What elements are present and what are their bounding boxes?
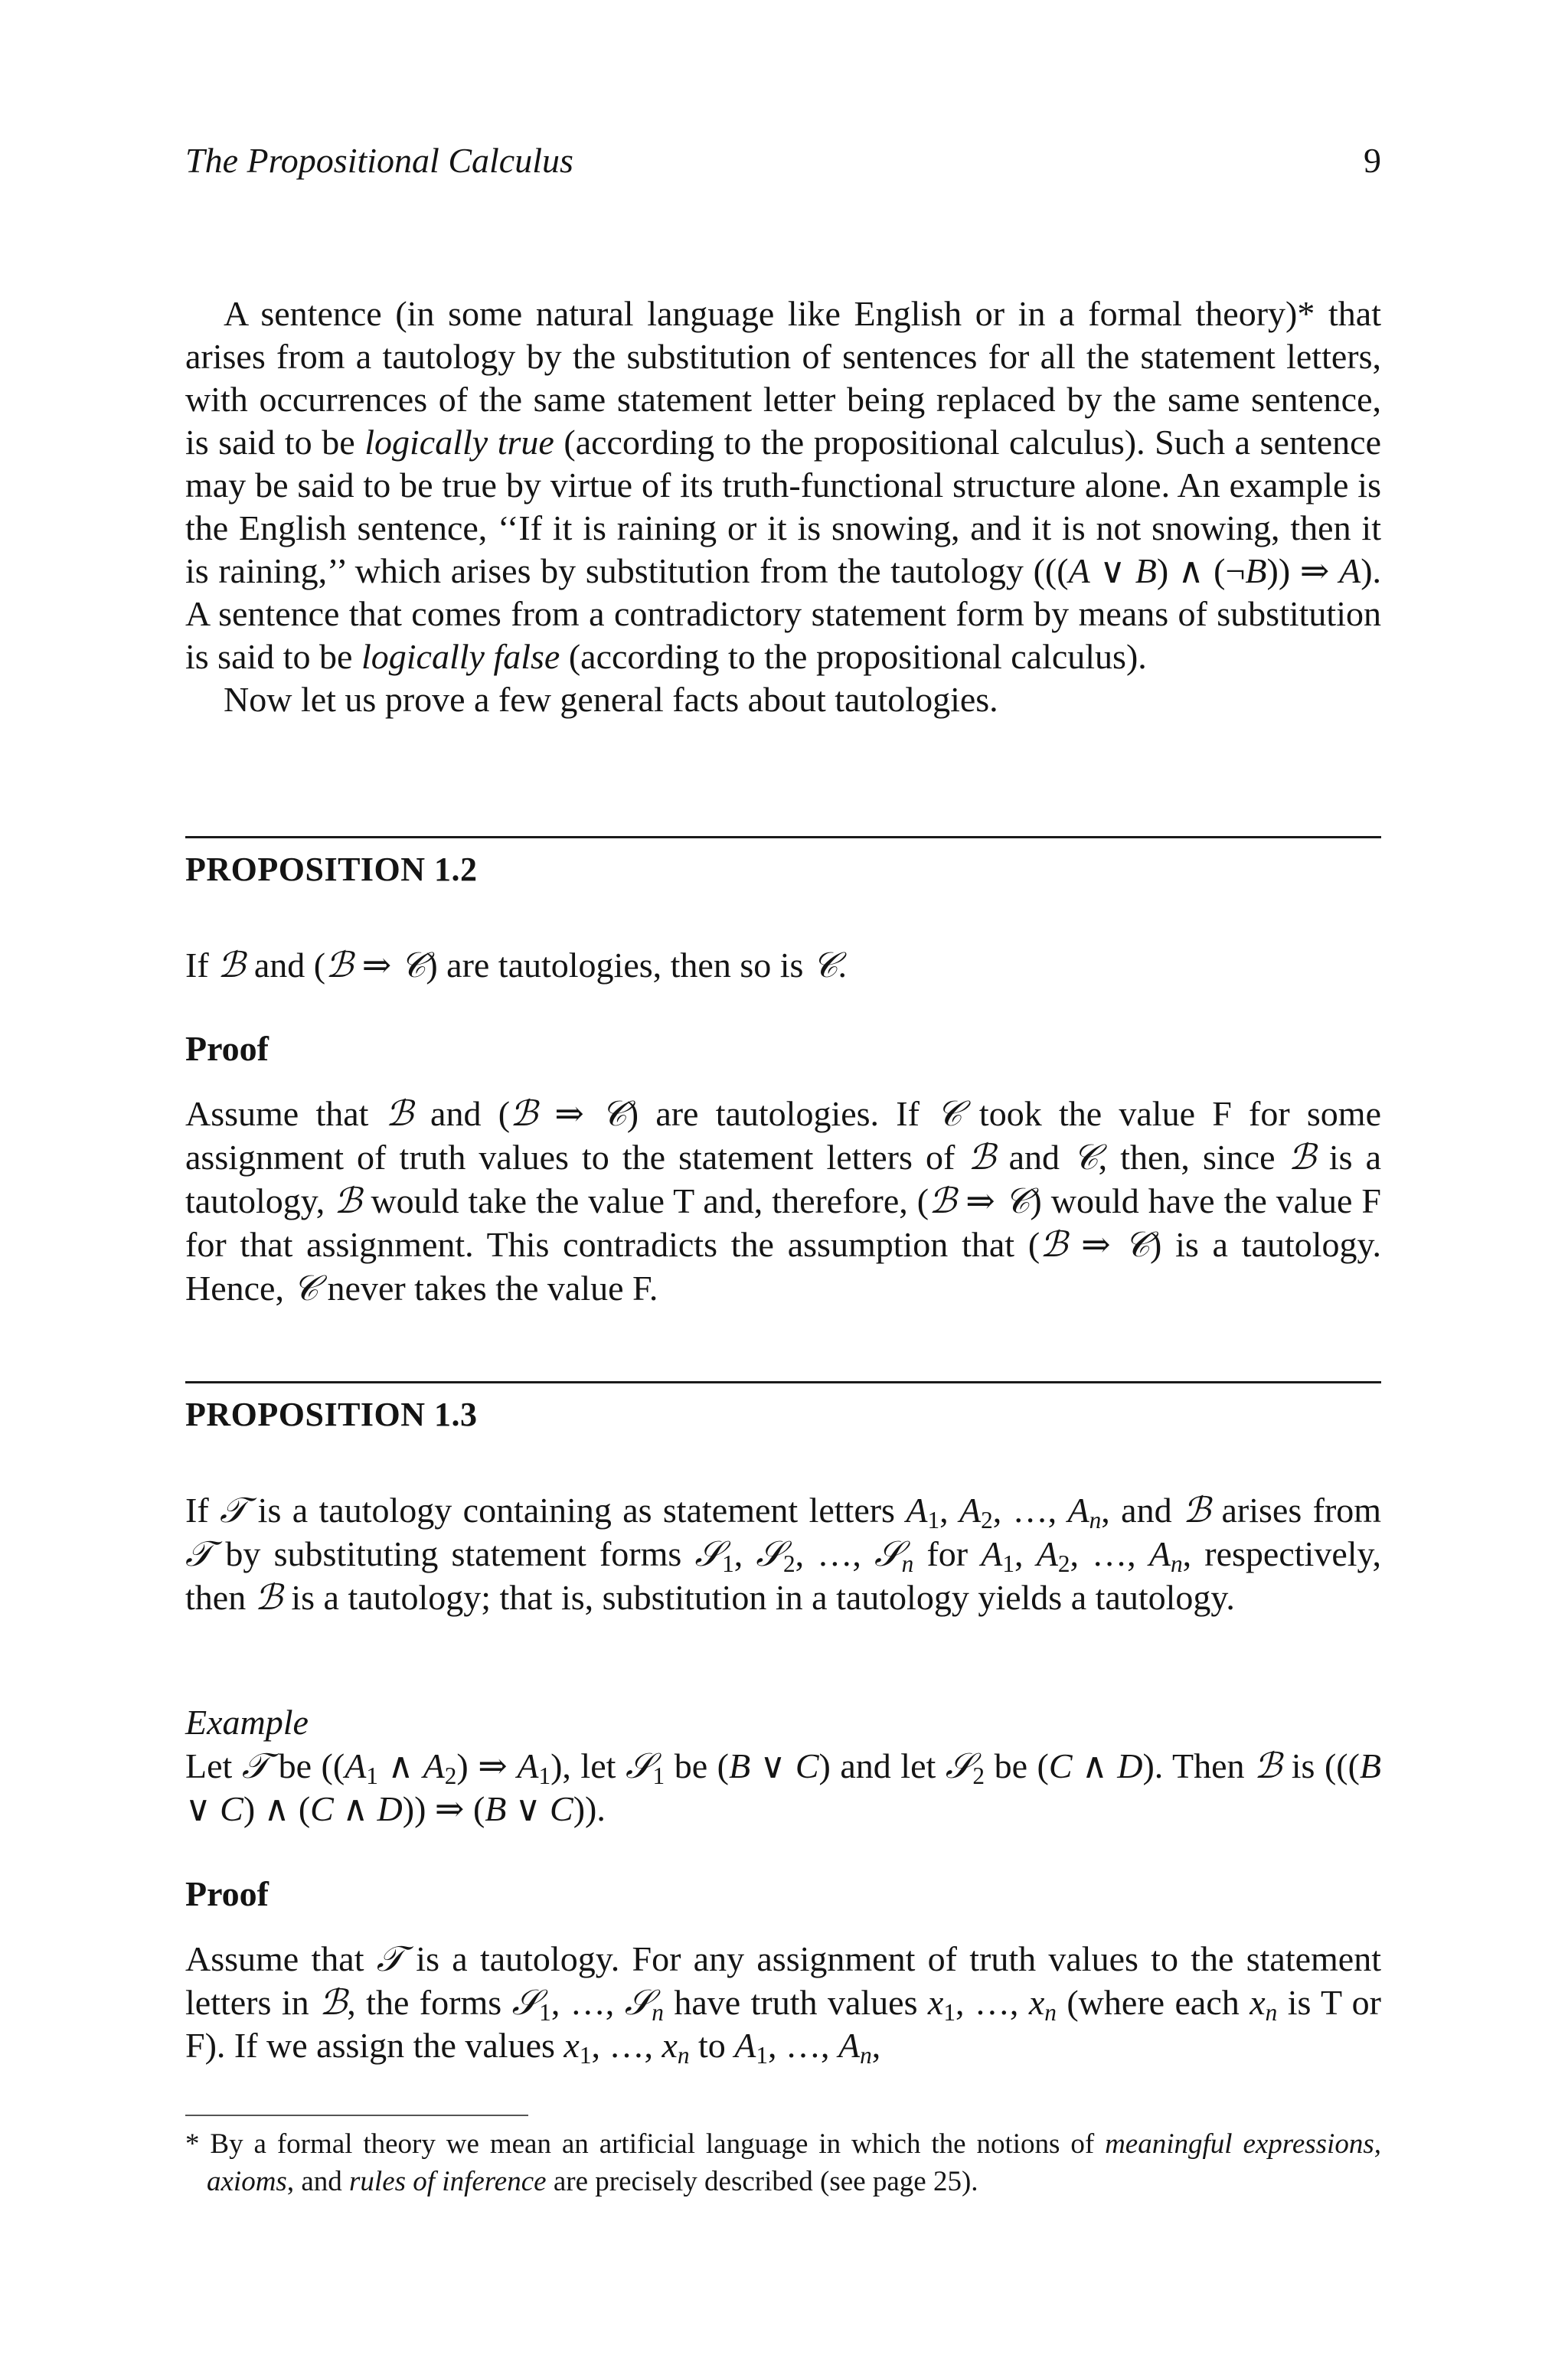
proposition-heading: PROPOSITION 1.3 <box>185 1396 478 1433</box>
intro-paragraph-2: Now let us prove a few general facts about tautologies. <box>224 680 998 719</box>
footnote: * By a formal theory we mean an artificial language in which the notions of meaningful expressions, axioms, and rules of inference are precisely described (see page 25). <box>185 2128 1381 2197</box>
proof-text: Assume that ℬ and (ℬ ⇒ 𝒞) are tautologies. If 𝒞 took the value F for some assignment of truth values to the statement letters of ℬ and 𝒞, then, since ℬ is a tautology, ℬ would take the value T and, therefore, (ℬ ⇒ 𝒞) would have the value F for that assignment. This contradicts the assumption that (ℬ ⇒ 𝒞) is a tautology. Hence, 𝒞 never takes the value F. <box>185 1093 1382 1308</box>
chapter-title: The Propositional Calculus <box>185 141 573 180</box>
example-text: Let 𝒯 be (($A_1$ ∧ $A_2$) ⇒ $A_1$), let 𝒮$_1$ be (B ∨ C) and let 𝒮$_2$ be (C ∧ D). Then ℬ is (((B ∨ C) ∧ (C ∧ D)) ⇒ (B ∨ C)). <box>185 1745 1382 1828</box>
page-number: 9 <box>1364 141 1381 180</box>
proof-heading: Proof <box>185 1029 270 1068</box>
footnote-rule <box>185 2115 528 2116</box>
proposition-statement: If 𝒯 is a tautology containing as statement letters $A_1$, $A_2$, …, $A_n$, and ℬ arises from 𝒯 by substituting statement forms 𝒮$_1$, 𝒮$_2$, …, 𝒮$_n$ for $A_1$, $A_2$, …, $A_n$, respectively, then ℬ is a tautology; that is, substitution in a tautology yields a tautology. <box>185 1489 1382 1618</box>
example-heading: Example <box>185 1703 309 1742</box>
proof-text: Assume that 𝒯 is a tautology. For any assignment of truth values to the statement letters in ℬ, the forms 𝒮$_1$, …, 𝒮$_n$ have truth values $x_1$, …, $x_n$ (where each $x_n$ is T or F). If we assign the values $x_1$, …, $x_n$ to $A_1$, …, $A_n$, <box>185 1938 1381 2069</box>
section-divider <box>185 1381 1381 1383</box>
proposition-statement: If ℬ and (ℬ ⇒ 𝒞) are tautologies, then so is 𝒞. <box>185 944 847 985</box>
intro-paragraph-1: A sentence (in some natural language like English or in a formal theory)* that arises from a tautology by the substitution of sentences for all the statement letters, with occurrences of the same statement letter being replaced by the same sentence, is said to be logically true (according to the propositional calculus). Such a sentence may be said to be true by virtue of its truth-functional structure alone. An example is the English sentence, ‘‘If it is raining or it is snowing, and it is not snowing, then it is raining,’’ which arises by substitution from the tautology (((A ∨ B) ∧ (¬B)) ⇒ A). A sentence that comes from a contradictory statement form by means of substitution is said to be logically false (according to the propositional calculus). <box>185 294 1382 676</box>
section-divider <box>185 836 1381 838</box>
proposition-heading: PROPOSITION 1.2 <box>185 851 478 888</box>
example-block <box>185 1701 1381 1831</box>
proof-heading: Proof <box>185 1874 270 1913</box>
running-head <box>185 139 1381 182</box>
intro-section <box>185 292 1381 721</box>
